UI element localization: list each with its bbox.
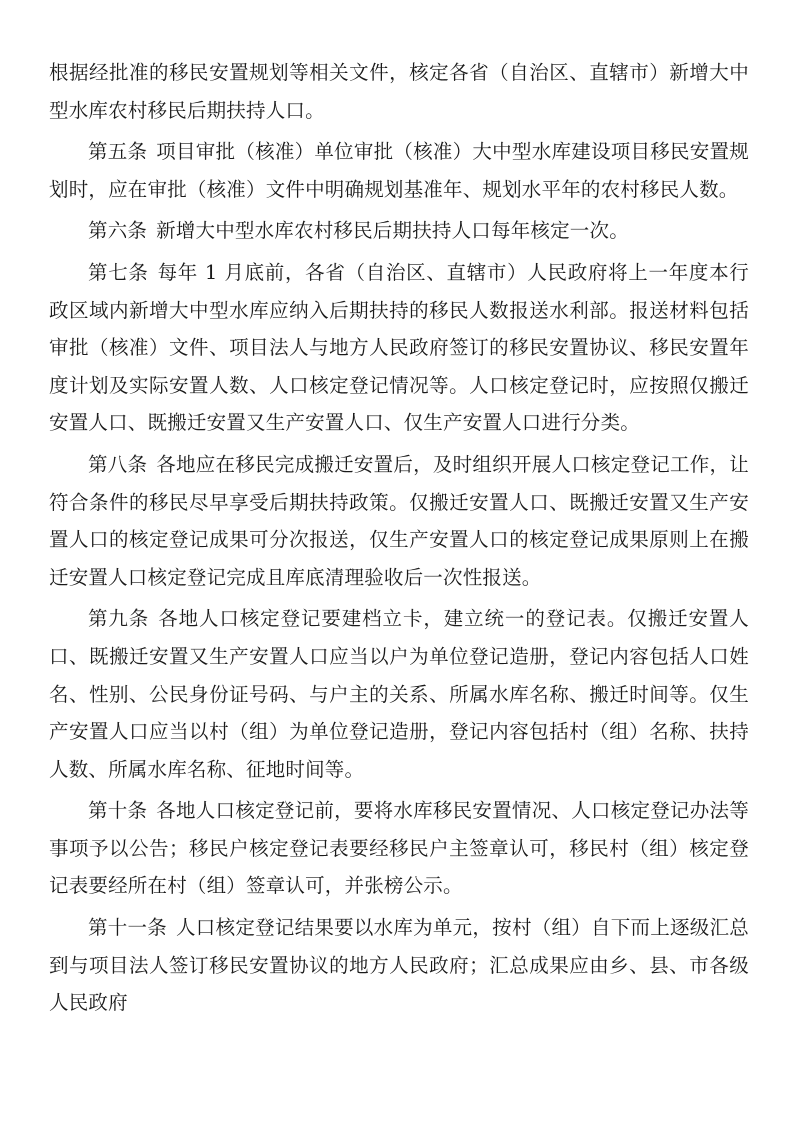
article-text: 各地应在移民完成搬迁安置后，及时组织开展人口核定登记工作，让符合条件的移民尽早享受后期扶持政策。仅搬迁安置人口、既搬迁安置又生产安置人口的核定登记成果可分次报送，仅生产安置人口的核定登记成果原则上在搬迁安置人口核定登记完成且库底清理验收后一次性报送。 <box>49 452 749 589</box>
article-number: 第八条 <box>88 452 148 476</box>
article-11 <box>49 909 749 1022</box>
article-number: 第七条 <box>88 260 149 284</box>
article-text: 各地人口核定登记要建档立卡，建立统一的登记表。仅搬迁安置人口、既搬迁安置又生产安置人口应当以户为单位登记造册，登记内容包括人口姓名、性别、公民身份证号码、与户主的关系、所属水库名称、搬迁时间等。仅生产安置人口应当以村（组）为单位登记造册，登记内容包括村（组）名称、扶持人数、所属水库名称、征地时间等。 <box>49 607 749 781</box>
document-page <box>49 54 749 1026</box>
article-number: 第十一条 <box>88 916 168 940</box>
article-8 <box>49 446 749 596</box>
article-number: 第六条 <box>88 219 148 243</box>
continuation-paragraph <box>49 54 749 129</box>
article-5 <box>49 133 749 208</box>
article-number: 第九条 <box>88 607 150 631</box>
article-7 <box>49 254 749 442</box>
article-text: 项目审批（核准）单位审批（核准）大中型水库建设项目移民安置规划时，应在审批（核准）文件中明确规划基准年、规划水平年的农村移民人数。 <box>49 140 749 201</box>
article-number: 第五条 <box>88 140 148 164</box>
article-10 <box>49 792 749 905</box>
article-number: 第十条 <box>88 799 148 823</box>
continuation-text: 根据经批准的移民安置规划等相关文件，核定各省（自治区、直辖市）新增大中型水库农村移民后期扶持人口。 <box>49 61 749 122</box>
article-text: 新增大中型水库农村移民后期扶持人口每年核定一次。 <box>156 219 629 243</box>
article-9 <box>49 600 749 788</box>
article-6 <box>49 212 749 250</box>
article-text: 人口核定登记结果要以水库为单元，按村（组）自下而上逐级汇总到与项目法人签订移民安置协议的地方人民政府；汇总成果应由乡、县、市各级人民政府 <box>49 916 749 1015</box>
article-text: 每年 1 月底前，各省（自治区、直辖市）人民政府将上一年度本行政区域内新增大中型水库应纳入后期扶持的移民人数报送水利部。报送材料包括审批（核准）文件、项目法人与地方人民政府签订的移民安置协议、移民安置年度计划及实际安置人数、人口核定登记情况等。人口核定登记时，应按照仅搬迁安置人口、既搬迁安置又生产安置人口、仅生产安置人口进行分类。 <box>49 260 749 435</box>
article-text: 各地人口核定登记前，要将水库移民安置情况、人口核定登记办法等事项予以公告；移民户核定登记表要经移民户主签章认可，移民村（组）核定登记表要经所在村（组）签章认可，并张榜公示。 <box>49 799 749 898</box>
